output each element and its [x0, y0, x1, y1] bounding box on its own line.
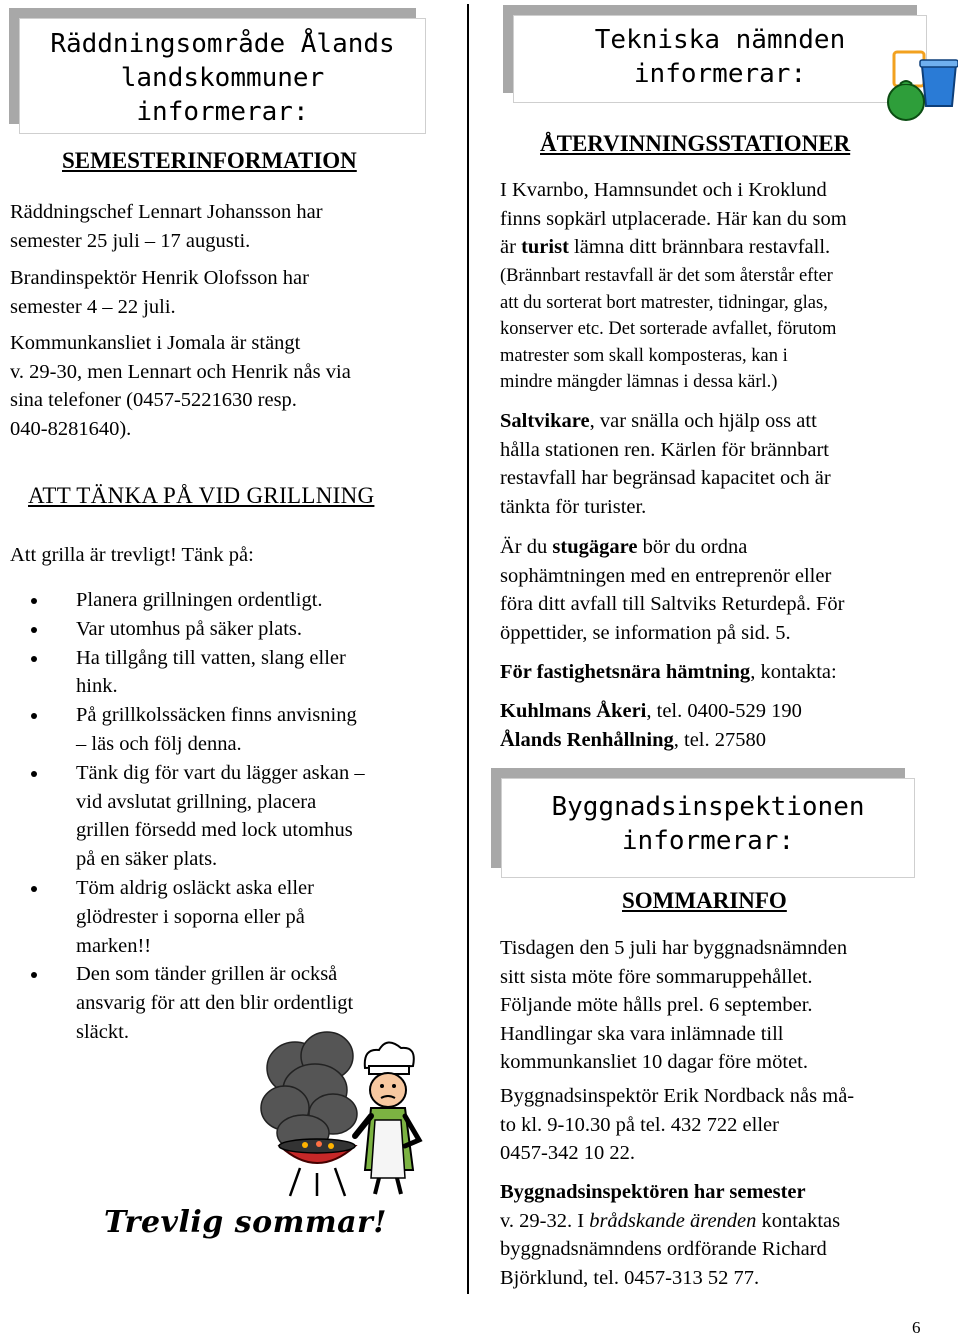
text-span: kontaktas — [756, 1209, 841, 1232]
paragraph-kommunkansliet — [10, 329, 351, 443]
text-line — [500, 533, 844, 562]
grill-tips-list — [10, 586, 460, 1047]
list-item — [10, 586, 460, 615]
right-header-line: informerar: — [633, 59, 807, 89]
text-span: v. 29-32. I — [500, 1209, 590, 1232]
left-header-line: landskommuner — [120, 63, 325, 93]
left-header-line: informerar: — [136, 97, 309, 127]
text-line: – läs och följ denna. — [76, 732, 242, 755]
smoke-clouds — [261, 1032, 357, 1151]
text-span: , tel. 27580 — [673, 728, 766, 751]
byggnad-header-line: informerar: — [621, 826, 795, 856]
text-line: matrester som skall komposteras, kan i — [500, 345, 788, 366]
text-line: I Kvarnbo, Hamnsundet och i Kroklund — [500, 179, 827, 201]
text-line: semester 25 juli – 17 augusti. — [10, 229, 251, 252]
text-line: Björklund, tel. 0457-313 52 77. — [500, 1266, 760, 1289]
trevlig-sommar-text: Trevlig sommar! — [104, 1205, 387, 1240]
text-line: öppettider, se information på sid. 5. — [500, 621, 791, 644]
text-line: finns sopkärl utplacerade. Här kan du som — [500, 207, 847, 230]
text-span: är — [500, 236, 522, 259]
text-line: Töm aldrig osläckt aska eller — [76, 876, 314, 899]
text-line: Tänk dig för vart du lägger askan – — [76, 761, 365, 784]
text-line: kommunkansliet 10 dagar före mötet. — [500, 1051, 808, 1074]
text-line — [500, 233, 847, 262]
text-line: restavfall har begränsad kapacitet och är — [500, 467, 831, 490]
text-span: lämna ditt brännbara restavfall. — [568, 236, 831, 259]
text-line: to kl. 9-10.30 på tel. 432 722 eller — [500, 1113, 779, 1136]
chef-figure — [355, 1042, 419, 1194]
text-line — [500, 407, 831, 436]
text-line: 040-8281640). — [10, 417, 132, 440]
renhallning-bold: Ålands Renhållning — [500, 728, 674, 751]
text-line: Den som tänder grillen är också — [76, 963, 338, 986]
text-line: konserver etc. Det sorterade avfallet, förutom — [500, 319, 837, 339]
column-divider — [467, 4, 469, 1294]
text-line: Följande möte hålls prel. 6 september. — [500, 994, 813, 1017]
fastighetsnara-bold: För fastighetsnära hämtning — [500, 661, 751, 683]
grill-chef-illustration — [255, 1028, 435, 1200]
atervinningsstationer-heading: ÅTERVINNINGSSTATIONER — [540, 131, 851, 156]
bradskande-italic: brådskande ärenden — [589, 1209, 757, 1232]
paragraph-brannbart-note — [500, 263, 836, 396]
paragraph-nordback — [500, 1082, 854, 1168]
text-line: Tisdagen den 5 juli har byggnadsnämnden — [500, 937, 848, 959]
byggnad-header-line: Byggnadsinspektionen — [551, 792, 865, 822]
text-span: Är du — [500, 536, 553, 558]
text-line: föra ditt avfall till Saltviks Returdepå. För — [500, 593, 845, 616]
text-line: På grillkolssäcken finns anvisning — [76, 704, 357, 727]
paragraph-stugagare — [500, 533, 844, 647]
text-line: Handlingar ska vara inlämnade till — [500, 1022, 784, 1045]
text-line: grillen försedd med lock utomhus — [76, 819, 353, 842]
paragraph-semester-byggnad — [500, 1178, 840, 1292]
list-item — [10, 701, 460, 759]
paragraph-kvarnbo — [500, 176, 847, 262]
text-line: släckt. — [76, 1020, 129, 1043]
text-line — [500, 1178, 840, 1207]
paragraph-saltvikare — [500, 407, 831, 521]
right-header-box — [513, 15, 927, 103]
text-line: sitt sista möte före sommaruppehållet. — [500, 965, 813, 988]
text-line: Ha tillgång till vatten, slang eller — [76, 646, 346, 669]
text-line — [500, 1207, 840, 1236]
text-line: Byggnadsinspektör Erik Nordback nås må- — [500, 1085, 855, 1107]
text-line: ansvarig för att den blir ordentligt — [76, 992, 354, 1015]
text-line: vid avslutat grillning, placera — [76, 790, 317, 813]
grill-intro: Att grilla är trevligt! Tänk på: — [10, 544, 254, 566]
text-line: (Brännbart restavfall är det som återstår efter — [500, 266, 833, 286]
paragraph-fastighetsnara — [500, 658, 837, 687]
paragraph-lennart — [10, 198, 323, 255]
paragraph-henrik — [10, 264, 309, 321]
recycling-bins-icon — [882, 44, 958, 122]
left-header-box — [19, 18, 426, 134]
text-line: Planera grillningen ordentligt. — [76, 589, 323, 611]
text-span: , tel. 0400-529 190 — [646, 700, 802, 722]
right-header-line: Tekniska nämnden — [594, 25, 846, 55]
text-span: , kontakta: — [750, 661, 837, 683]
text-line: mindre mängder lämnas i dessa kärl.) — [500, 372, 778, 392]
text-line: sophämtningen med en entreprenör eller — [500, 564, 832, 587]
text-line: Räddningschef Lennart Johansson har — [10, 201, 323, 223]
text-line: Kommunkansliet i Jomala är stängt — [10, 332, 301, 354]
text-line: sina telefoner (0457-5221630 resp. — [10, 389, 297, 412]
semester-bold: Byggnadsinspektören har semester — [500, 1181, 806, 1203]
grill — [279, 1139, 355, 1196]
page-number: 6 — [912, 1318, 921, 1337]
text-line: semester 4 – 22 juli. — [10, 295, 176, 318]
text-line: tänkta för turister. — [500, 495, 647, 518]
kuhlmans-bold: Kuhlmans Åkeri — [500, 700, 647, 722]
paragraph-byggnadsnamnden — [500, 934, 847, 1077]
list-item — [10, 759, 460, 874]
text-line: marken!! — [76, 934, 152, 957]
text-line: att du sorterat bort matrester, tidningar, glas, — [500, 292, 828, 313]
text-line: på en säker plats. — [76, 848, 218, 871]
text-span: bör du ordna — [637, 536, 748, 558]
text-line: Var utomhus på säker plats. — [76, 617, 303, 640]
saltvikare-bold: Saltvikare — [500, 410, 590, 432]
list-item — [10, 874, 460, 960]
paragraph-contacts — [500, 697, 802, 754]
semesterinformation-heading: SEMESTERINFORMATION — [62, 148, 357, 173]
turist-bold: turist — [521, 236, 569, 259]
text-span: , var snälla och hjälp oss att — [589, 410, 817, 432]
sommarinfo-heading: SOMMARINFO — [622, 888, 787, 913]
text-line: hålla stationen ren. Kärlen för brännbart — [500, 438, 830, 461]
list-item — [10, 644, 460, 702]
byggnad-header-box — [501, 778, 915, 878]
text-line: byggnadsnämndens ordförande Richard — [500, 1238, 827, 1261]
text-line: hink. — [76, 675, 118, 698]
text-line: glödrester i soporna eller på — [76, 905, 305, 928]
text-line — [500, 726, 802, 755]
stugagare-bold: stugägare — [552, 536, 638, 558]
grillning-heading: ATT TÄNKA PÅ VID GRILLNING — [28, 483, 375, 508]
left-header-line: Räddningsområde Ålands — [50, 29, 395, 59]
list-item — [10, 615, 460, 644]
text-line: Brandinspektör Henrik Olofsson har — [10, 267, 309, 289]
text-line — [500, 697, 802, 726]
text-line: v. 29-30, men Lennart och Henrik nås via — [10, 360, 351, 383]
text-line: 0457-342 10 22. — [500, 1142, 635, 1165]
